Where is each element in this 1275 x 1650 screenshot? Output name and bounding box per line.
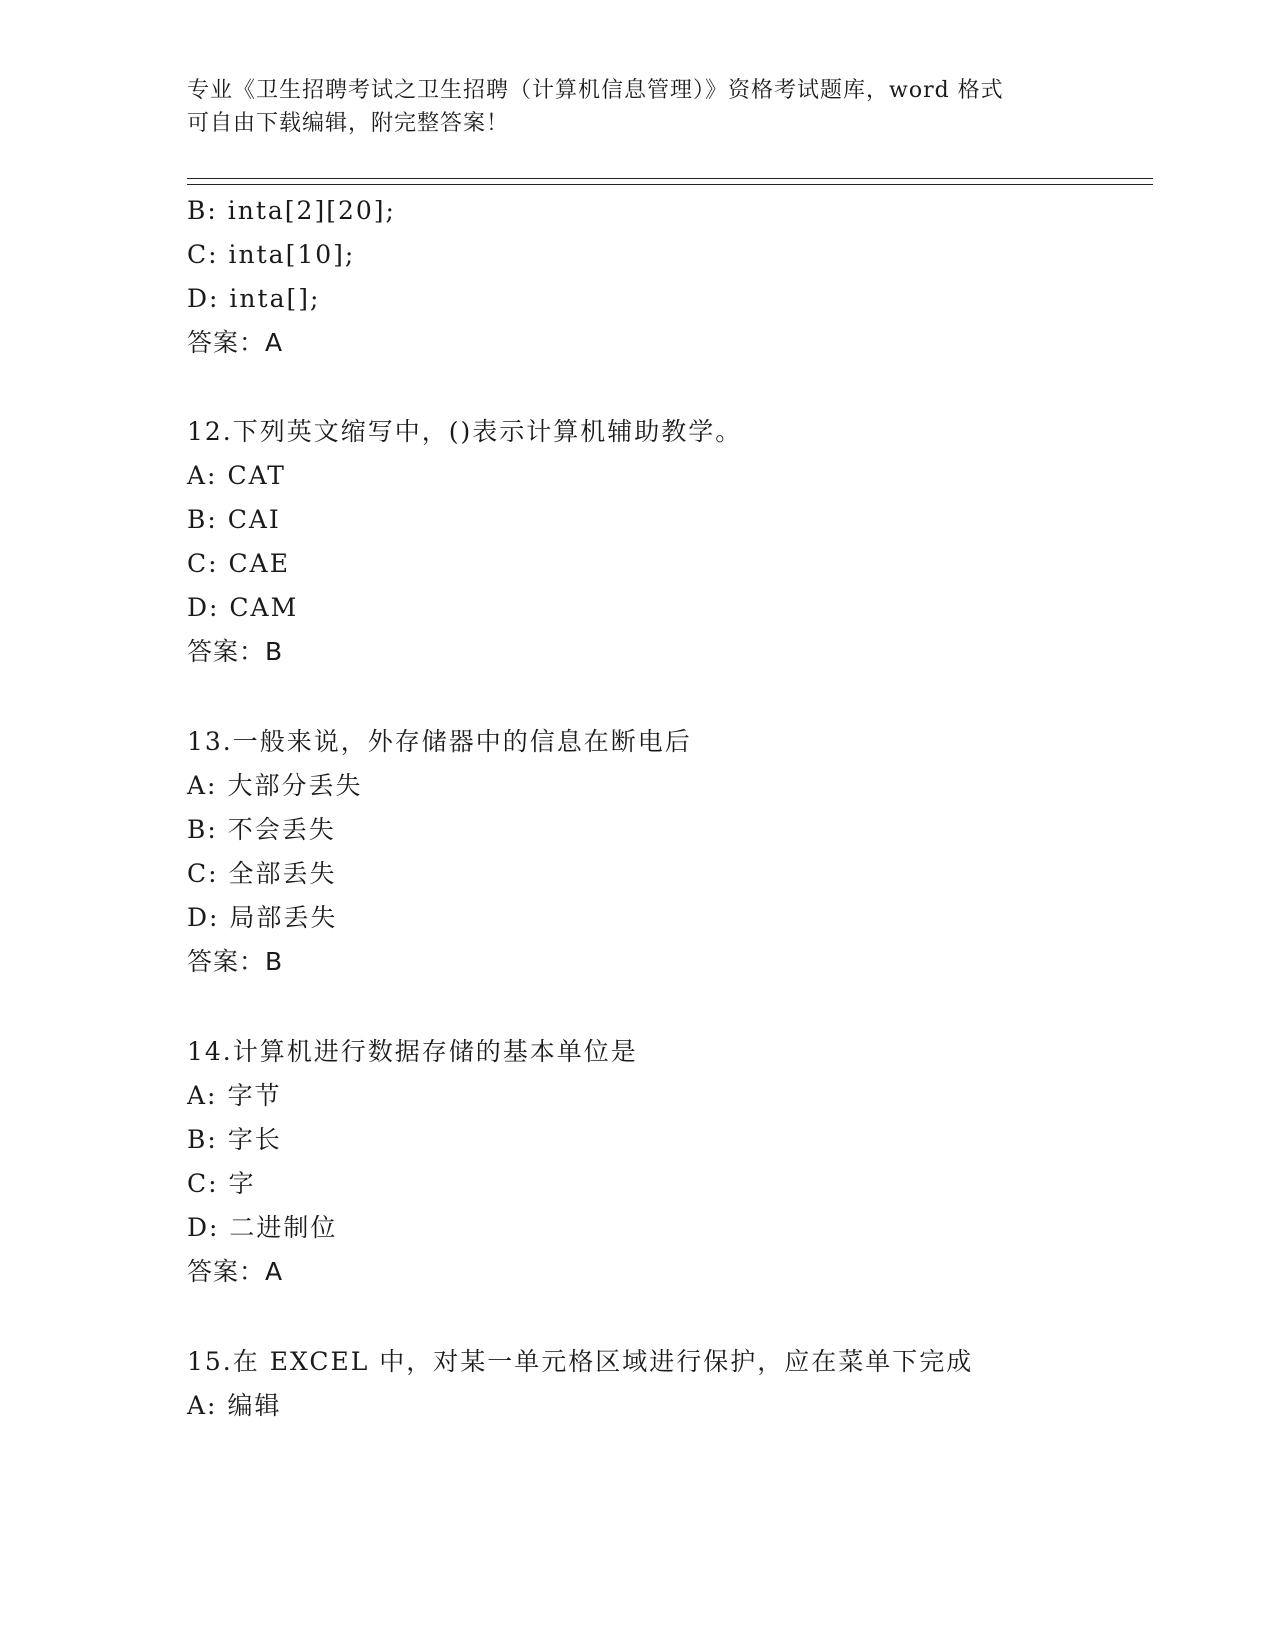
- option-text: 字节: [227, 1081, 282, 1110]
- option-text: 不会丢失: [227, 815, 336, 844]
- option-text: 二进制位: [229, 1213, 338, 1242]
- option-text: 全部丢失: [228, 859, 337, 888]
- option-text: inta[2][20];: [227, 196, 396, 225]
- question-stem: 13.一般来说，外存储器中的信息在断电后: [187, 727, 692, 756]
- option-label: A:: [187, 461, 218, 490]
- header-line-2: 可自由下载编辑，附完整答案！: [187, 111, 510, 136]
- answer-line: 答案：B: [187, 637, 284, 666]
- option-label: D:: [187, 284, 220, 313]
- answer-line: 答案：A: [187, 1257, 284, 1286]
- option-line: [187, 549, 290, 579]
- option-label: B:: [187, 505, 218, 534]
- option-text: 大部分丢失: [227, 771, 363, 800]
- option-line: [187, 505, 281, 535]
- option-line: [187, 815, 336, 845]
- option-line: [187, 461, 286, 491]
- document-header: [187, 74, 1087, 140]
- answer-line: 答案：A: [187, 328, 284, 357]
- option-label: A:: [187, 771, 218, 800]
- option-text: 局部丢失: [229, 903, 338, 932]
- option-line: [187, 903, 337, 933]
- header-line-1: 专业《卫生招聘考试之卫生招聘（计算机信息管理）》资格考试题库，word 格式: [187, 78, 1004, 103]
- question-stem: 15.在 EXCEL 中，对某一单元格区域进行保护，应在菜单下完成: [187, 1347, 974, 1376]
- option-text: CAE: [228, 549, 290, 578]
- option-text: 编辑: [227, 1391, 282, 1420]
- option-text: CAT: [227, 461, 286, 490]
- option-label: B:: [187, 815, 218, 844]
- option-label: C:: [187, 859, 219, 888]
- option-line: [187, 1391, 281, 1421]
- option-line: [187, 1213, 337, 1243]
- option-text: CAI: [227, 505, 281, 534]
- option-text: 字: [228, 1169, 256, 1198]
- question-stem: 14.计算机进行数据存储的基本单位是: [187, 1037, 638, 1066]
- option-label: B:: [187, 1125, 218, 1154]
- option-line: [187, 284, 320, 314]
- option-label: A:: [187, 1391, 218, 1420]
- option-label: D:: [187, 1213, 220, 1242]
- option-line: [187, 593, 298, 623]
- option-text: inta[];: [229, 284, 321, 313]
- header-rule-bottom: [187, 184, 1153, 185]
- option-label: C:: [187, 240, 219, 269]
- option-text: inta[10];: [228, 240, 356, 269]
- option-label: C:: [187, 1169, 219, 1198]
- option-label: D:: [187, 593, 220, 622]
- option-line: [187, 859, 337, 889]
- option-text: CAM: [229, 593, 299, 622]
- answer-line: 答案：B: [187, 947, 284, 976]
- header-rule-top: [187, 178, 1153, 179]
- option-line: [187, 771, 362, 801]
- option-line: [187, 196, 396, 226]
- option-line: [187, 1169, 256, 1199]
- option-text: 字长: [227, 1125, 282, 1154]
- option-label: B:: [187, 196, 218, 225]
- option-line: [187, 1081, 281, 1111]
- option-label: D:: [187, 903, 220, 932]
- option-line: [187, 240, 355, 270]
- option-line: [187, 1125, 282, 1155]
- option-label: A:: [187, 1081, 218, 1110]
- question-stem: 12.下列英文缩写中，()表示计算机辅助教学。: [187, 417, 743, 446]
- option-label: C:: [187, 549, 219, 578]
